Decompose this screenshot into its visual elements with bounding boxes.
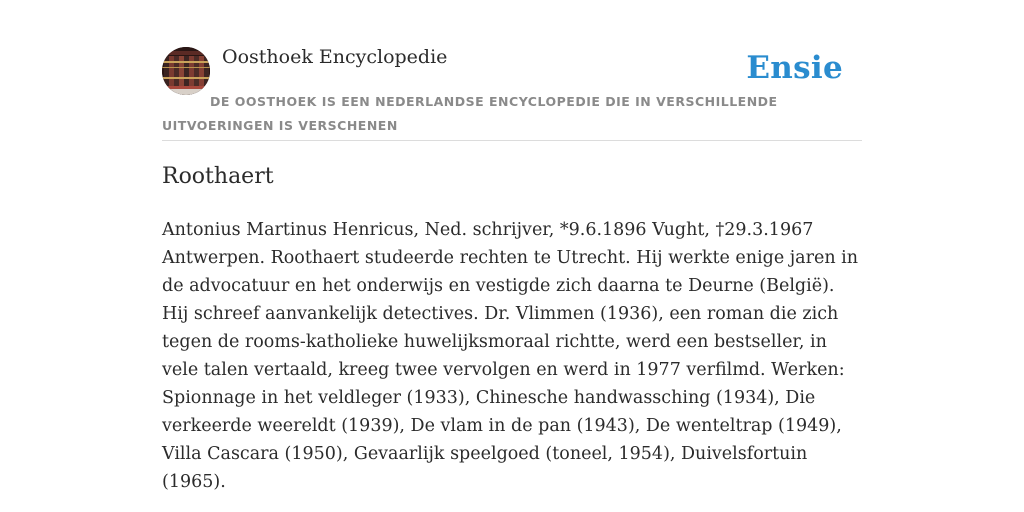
site-name[interactable]: Oosthoek Encyclopedie	[222, 46, 448, 68]
encyclopedia-books-icon[interactable]	[162, 47, 210, 95]
brand-logo[interactable]: Ensie	[746, 50, 843, 86]
page	[162, 44, 862, 492]
article-body: Antonius Martinus Henricus, Ned. schrijver, *9.6.1896 Vught, †29.3.1967 Antwerpen. Roothaert studeerde rechten te Utrecht. Hij werkte enige jaren in de advocatuur en het onderwijs en vestigde zich daarna te Deurne (België). Hij schreef aanvankelijk detectives. Dr. Vlimmen (1936), een roman die zich tegen de rooms-katholieke huwelijksmoraal richtte, werd een bestseller, in vele talen vertaald, kreeg twee vervolgen en werd in 1977 verfilmd. Werken: Spionnage in het veldleger (1933), Chinesche handwassching (1934), Die verkeerde weereldt (1939), De vlam in de pan (1943), De wenteltrap (1949), Villa Cascara (1950), Gevaarlijk speelgoed (toneel, 1954), Duivelsfortuin (1965).	[162, 220, 859, 492]
site-tagline: DE OOSTHOEK IS EEN NEDERLANDSE ENCYCLOPEDIE DIE IN VERSCHILLENDE UITVOERINGEN IS VERSCHENEN	[162, 94, 778, 133]
article-title: Roothaert	[162, 164, 274, 189]
header	[162, 44, 862, 141]
